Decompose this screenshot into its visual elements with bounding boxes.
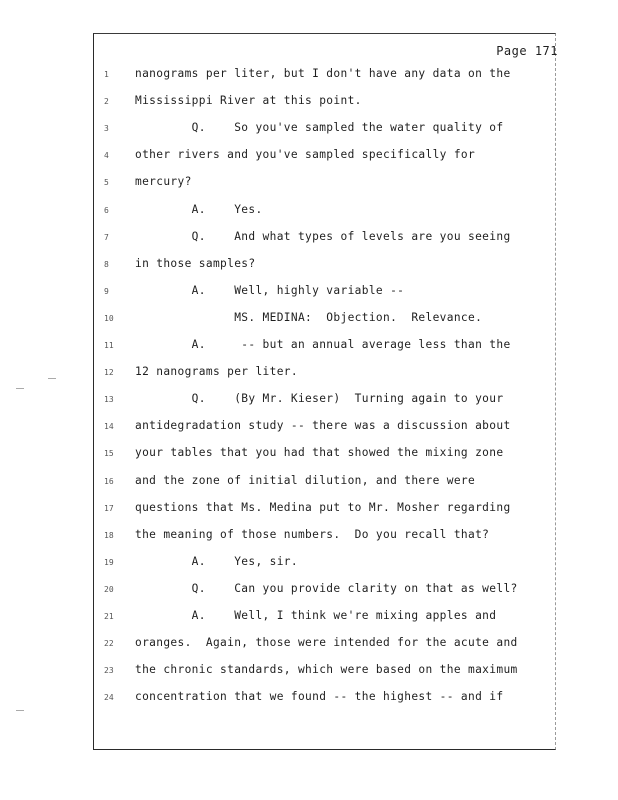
- line-number: 10: [104, 313, 114, 323]
- transcript-line: [0, 175, 618, 195]
- transcript-line: [0, 148, 618, 168]
- line-text: other rivers and you've sampled specifically for: [135, 148, 476, 162]
- line-number: 1: [104, 70, 109, 79]
- transcript-line: [0, 528, 618, 548]
- line-text: 12 nanograms per liter.: [135, 365, 298, 379]
- line-text: your tables that you had that showed the mixing zone: [135, 446, 504, 460]
- line-text: in those samples?: [135, 256, 256, 270]
- line-text: A. Yes, sir.: [135, 554, 298, 568]
- line-number: 15: [104, 449, 114, 459]
- transcript-line: [0, 257, 618, 277]
- line-text: A. Well, highly variable --: [135, 283, 405, 297]
- line-text: A. -- but an annual average less than the: [135, 338, 511, 351]
- line-number: 7: [104, 232, 109, 242]
- line-text: MS. MEDINA: Objection. Relevance.: [135, 310, 483, 324]
- line-text: Mississippi River at this point.: [135, 94, 362, 108]
- line-text: nanograms per liter, but I don't have any data on the: [135, 67, 511, 80]
- transcript-line: [0, 636, 618, 656]
- line-number: 3: [104, 124, 109, 134]
- transcript-line: [0, 338, 618, 358]
- line-number: 23: [104, 666, 114, 676]
- line-text: antidegradation study -- there was a discussion about: [135, 419, 511, 433]
- transcript-line: [0, 501, 618, 521]
- line-number: 13: [104, 395, 114, 405]
- line-number: 18: [104, 530, 114, 540]
- transcript-line: [0, 121, 618, 141]
- transcript-line: [0, 474, 618, 494]
- transcript-line: [0, 284, 618, 304]
- line-number: 21: [104, 612, 114, 621]
- line-number: 2: [104, 97, 109, 107]
- margin-mark: [48, 378, 56, 379]
- line-number: 9: [104, 286, 109, 296]
- line-text: questions that Ms. Medina put to Mr. Mosher regarding: [135, 500, 511, 514]
- transcript-line: [0, 446, 618, 466]
- line-number: 17: [104, 503, 114, 513]
- margin-mark: [16, 710, 24, 711]
- margin-mark: [16, 388, 24, 389]
- line-text: and the zone of initial dilution, and there were: [135, 473, 476, 487]
- transcript-line: [0, 311, 618, 331]
- line-number: 16: [104, 476, 114, 486]
- line-text: Q. And what types of levels are you seeing: [135, 229, 511, 243]
- transcript-line: [0, 67, 618, 87]
- line-number: 19: [104, 557, 114, 567]
- transcript-line: [0, 203, 618, 223]
- transcript-line: [0, 690, 618, 710]
- line-text: A. Yes.: [135, 202, 263, 216]
- transcript-line: [0, 365, 618, 385]
- line-number: 5: [104, 178, 109, 188]
- line-text: oranges. Again, those were intended for the acute and: [135, 636, 518, 650]
- line-text: Q. So you've sampled the water quality of: [135, 121, 504, 135]
- line-number: 24: [104, 693, 114, 703]
- line-number: 4: [104, 151, 109, 161]
- transcript-line: [0, 419, 618, 439]
- transcript-line: [0, 609, 618, 629]
- line-number: 8: [104, 259, 109, 269]
- page-number: Page 171: [496, 44, 558, 58]
- line-text: mercury?: [135, 175, 192, 189]
- line-text: the chronic standards, which were based on the maximum: [135, 663, 518, 677]
- line-text: Q. (By Mr. Kieser) Turning again to your: [135, 392, 504, 406]
- line-number: 11: [104, 341, 114, 350]
- line-number: 12: [104, 368, 114, 378]
- line-text: Q. Can you provide clarity on that as well?: [135, 581, 518, 595]
- line-text: the meaning of those numbers. Do you recall that?: [135, 527, 490, 541]
- line-text: A. Well, I think we're mixing apples and: [135, 609, 497, 622]
- transcript-line: [0, 230, 618, 250]
- transcript-line: [0, 582, 618, 602]
- transcript-line: [0, 392, 618, 412]
- line-number: 22: [104, 639, 114, 649]
- transcript-line: [0, 94, 618, 114]
- line-number: 14: [104, 422, 114, 432]
- line-number: 20: [104, 584, 114, 594]
- line-number: 6: [104, 205, 109, 215]
- line-text: concentration that we found -- the highest -- and if: [135, 690, 504, 704]
- transcript-line: [0, 555, 618, 575]
- transcript-line: [0, 663, 618, 683]
